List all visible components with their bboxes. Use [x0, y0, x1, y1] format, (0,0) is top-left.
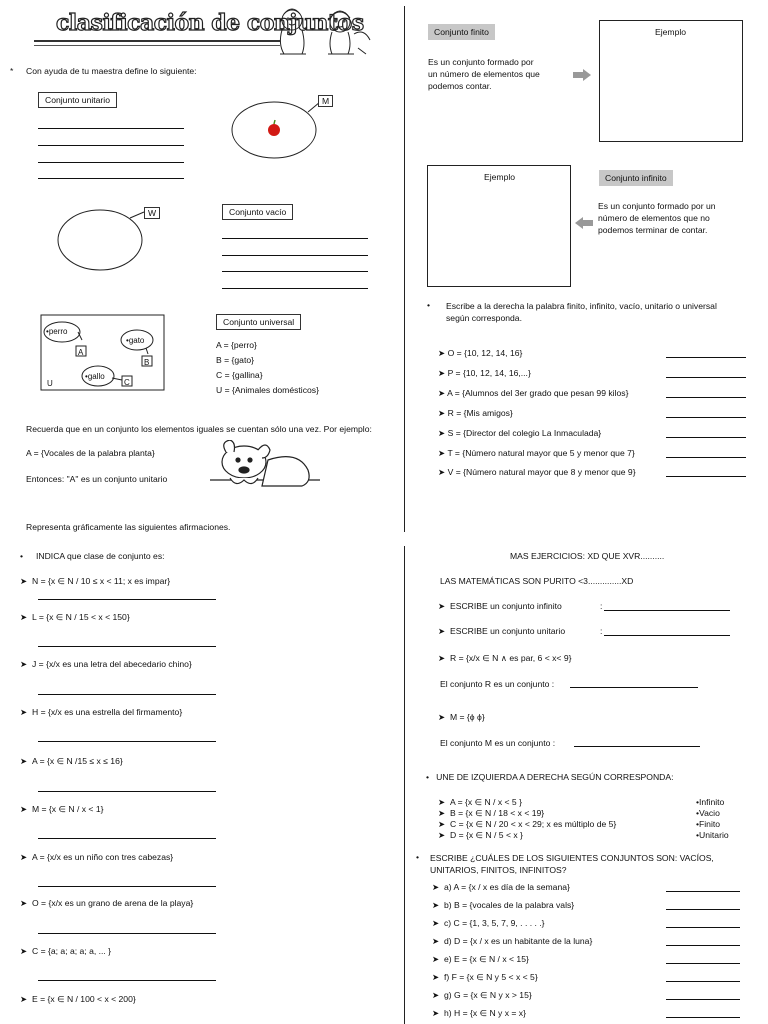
classify-list-item: ➤ c) C = {1, 3, 5, 7, 9, . . . . .}	[432, 918, 545, 928]
set-definition: A = {perro}	[216, 340, 257, 350]
answer-line[interactable]	[666, 909, 740, 910]
label-m: M	[318, 95, 333, 107]
answer-line[interactable]	[666, 963, 740, 964]
m-line: El conjunto M es un conjunto :	[440, 738, 556, 748]
page-title: clasificación de conjuntos	[56, 10, 364, 36]
une-item: ➤ C = {x ∈ N / 20 < x < 29; x es múltiplo de 5}	[438, 819, 617, 829]
une-option[interactable]: •Finito	[696, 819, 721, 829]
une-option[interactable]: •Vacio	[696, 808, 720, 818]
answer-line[interactable]	[38, 741, 216, 742]
answer-line[interactable]	[38, 128, 184, 129]
answer-line[interactable]	[222, 288, 368, 289]
escribe-unitario: ➤ ESCRIBE un conjunto unitario	[438, 626, 566, 636]
indica-item: ➤ H = {x/x es una estrella del firmamento}	[20, 707, 183, 717]
set-label-a: A	[78, 348, 84, 357]
escribe-instruction: Escribe a la derecha la palabra finito, infinito, vacío, unitario o universal según corresponda.	[446, 301, 717, 323]
classify-item: ➤ A = {Alumnos del 3er grado que pesan 99 kilos}	[438, 388, 629, 398]
classify-item: ➤ V = {Número natural mayor que 8 y menor que 9}	[438, 467, 636, 477]
vocales-text: A = {Vocales de la palabra planta}	[26, 448, 155, 458]
label-conjunto-finito: Conjunto finito	[428, 24, 495, 40]
indica-item: ➤ E = {x ∈ N / 100 < x < 200}	[20, 994, 136, 1004]
classify-list-item: ➤ g) G = {x ∈ N y x > 15}	[432, 990, 532, 1000]
answer-line[interactable]	[222, 255, 368, 256]
indica-heading: INDICA que clase de conjunto es:	[36, 551, 165, 561]
answer-line[interactable]	[666, 1017, 740, 1018]
answer-line[interactable]	[666, 476, 746, 477]
recuerda-text: Recuerda que en un conjunto los elementos iguales se cuentan sólo una vez. Por ejemplo:	[26, 424, 372, 434]
classify-item: ➤ T = {Número natural mayor que 5 y menor que 7}	[438, 448, 635, 458]
mas-ejercicios: MAS EJERCICIOS: XD QUE XVR..........	[510, 551, 665, 561]
column-divider	[404, 546, 405, 1024]
finito-definition: Es un conjunto formado por un número de elementos que podemos contar.	[428, 57, 540, 91]
escribe2-heading: ESCRIBE ¿CUÁLES DE LOS SIGUIENTES CONJUNTOS SON: VACÍOS, UNITARIOS, FINITOS, INFINITOS?	[430, 853, 714, 875]
classify-list-item: ➤ b) B = {vocales de la palabra vals}	[432, 900, 575, 910]
classify-list-item: ➤ d) D = {x / x es un habitante de la luna}	[432, 936, 593, 946]
indica-item: ➤ M = {x ∈ N / x < 1}	[20, 804, 104, 814]
element-gallo: •gallo	[85, 372, 105, 381]
classify-list-item: ➤ a) A = {x / x es día de la semana}	[432, 882, 570, 892]
answer-line[interactable]	[666, 357, 746, 358]
colon: :	[600, 601, 603, 611]
answer-line[interactable]	[666, 417, 746, 418]
answer-line[interactable]	[38, 178, 184, 179]
answer-line[interactable]	[666, 891, 740, 892]
answer-line[interactable]	[38, 145, 184, 146]
r-line: El conjunto R es un conjunto :	[440, 679, 555, 689]
set-definition: B = {gato}	[216, 355, 254, 365]
une-item: ➤ A = {x ∈ N / x < 5 }	[438, 797, 522, 807]
answer-line[interactable]	[38, 886, 216, 887]
answer-line[interactable]	[38, 646, 216, 647]
classify-item: ➤ R = {Mis amigos}	[438, 408, 513, 418]
representa-text: Representa gráficamente las siguientes afirmaciones.	[26, 522, 231, 532]
classify-list-item: ➤ h) H = {x ∈ N y x = x}	[432, 1008, 526, 1018]
set-definition: C = {gallina}	[216, 370, 263, 380]
escribe2-bullet: •	[416, 852, 420, 862]
set-label-c: C	[124, 378, 130, 387]
answer-line[interactable]	[38, 791, 216, 792]
answer-line[interactable]	[666, 927, 740, 928]
answer-line[interactable]	[666, 397, 746, 398]
indica-item: ➤ L = {x ∈ N / 15 < x < 150}	[20, 612, 130, 622]
label-w: W	[144, 207, 160, 219]
r-set: ➤ R = {x/x ∈ N ∧ es par, 6 < x< 9}	[438, 653, 572, 663]
indica-item: ➤ C = {a; a; a; a; a, ... }	[20, 946, 112, 956]
indica-item: ➤ N = {x ∈ N / 10 ≤ x < 11; x es impar}	[20, 576, 171, 586]
une-item: ➤ D = {x ∈ N / 5 < x }	[438, 830, 523, 840]
colon: :	[600, 626, 603, 636]
element-gato: •gato	[126, 336, 145, 345]
answer-line[interactable]	[666, 437, 746, 438]
instruction-text: Con ayuda de tu maestra define lo siguiente:	[26, 66, 197, 76]
example-box[interactable]	[427, 165, 571, 287]
arrow-left-icon	[574, 216, 594, 230]
classify-item: ➤ O = {10, 12, 14, 16}	[438, 348, 523, 358]
label-conjunto-unitario: Conjunto unitario	[38, 92, 117, 108]
matematicas-text: LAS MATEMÁTICAS SON PURITO <3..............XD	[440, 576, 634, 586]
classify-list-item: ➤ e) E = {x ∈ N / x < 15}	[432, 954, 529, 964]
example-label: Ejemplo	[655, 27, 687, 37]
answer-line[interactable]	[666, 377, 746, 378]
column-divider	[404, 6, 405, 532]
arrow-right-icon	[572, 68, 592, 82]
answer-line[interactable]	[38, 694, 216, 695]
example-label: Ejemplo	[484, 172, 516, 182]
answer-line[interactable]	[38, 599, 216, 600]
set-definition: U = {Animales domésticos}	[216, 385, 319, 395]
indica-item: ➤ A = {x/x es un niño con tres cabezas}	[20, 852, 174, 862]
entonces-text: Entonces: "A" es un conjunto unitario	[26, 474, 168, 484]
label-conjunto-universal: Conjunto universal	[216, 314, 301, 330]
label-conjunto-vacio: Conjunto vacío	[222, 204, 293, 220]
answer-line[interactable]	[666, 945, 740, 946]
answer-line[interactable]	[574, 746, 700, 747]
answer-line[interactable]	[222, 271, 368, 272]
answer-line[interactable]	[666, 999, 740, 1000]
classify-item: ➤ S = {Director del colegio La Inmaculada}	[438, 428, 602, 438]
escribe-infinito: ➤ ESCRIBE un conjunto infinito	[438, 601, 562, 611]
answer-line[interactable]	[604, 610, 730, 611]
answer-line[interactable]	[666, 981, 740, 982]
escribe-bullet: •	[427, 300, 431, 310]
classify-list-item: ➤ f) F = {x ∈ N y 5 < x < 5}	[432, 972, 538, 982]
label-conjunto-infinito: Conjunto infinito	[599, 170, 673, 186]
une-heading: • UNE DE IZQUIERDA A DERECHA SEGÚN CORRESPONDA:	[426, 772, 674, 782]
answer-line[interactable]	[604, 635, 730, 636]
answer-line[interactable]	[38, 980, 216, 981]
une-option[interactable]: •Infinito	[696, 797, 725, 807]
instruction-bullet: *	[10, 66, 14, 76]
answer-line[interactable]	[666, 457, 746, 458]
answer-line[interactable]	[38, 933, 216, 934]
indica-bullet: •	[20, 551, 24, 561]
classify-item: ➤ P = {10, 12, 14, 16,...}	[438, 368, 531, 378]
une-option[interactable]: •Unitario	[696, 830, 729, 840]
answer-line[interactable]	[38, 838, 216, 839]
set-label-u: U	[47, 379, 53, 388]
set-label-b: B	[144, 358, 150, 367]
kids-illustration	[268, 4, 380, 60]
m-set: ➤ M = {ϕ ϕ}	[438, 712, 485, 722]
indica-item: ➤ O = {x/x es un grano de arena de la playa}	[20, 898, 194, 908]
element-perro: •perro	[46, 327, 68, 336]
une-item: ➤ B = {x ∈ N / 18 < x < 19}	[438, 808, 545, 818]
dog-illustration	[208, 440, 328, 494]
indica-item: ➤ A = {x ∈ N /15 ≤ x ≤ 16}	[20, 756, 123, 766]
answer-line[interactable]	[222, 238, 368, 239]
apple-icon	[268, 124, 280, 136]
indica-item: ➤ J = {x/x es una letra del abecedario chino}	[20, 659, 192, 669]
answer-line[interactable]	[38, 162, 184, 163]
example-box[interactable]	[599, 20, 743, 142]
ellipse-set-w	[56, 198, 156, 278]
answer-line[interactable]	[570, 687, 698, 688]
infinito-definition: Es un conjunto formado por un número de elementos que no podemos terminar de contar.	[598, 201, 716, 235]
